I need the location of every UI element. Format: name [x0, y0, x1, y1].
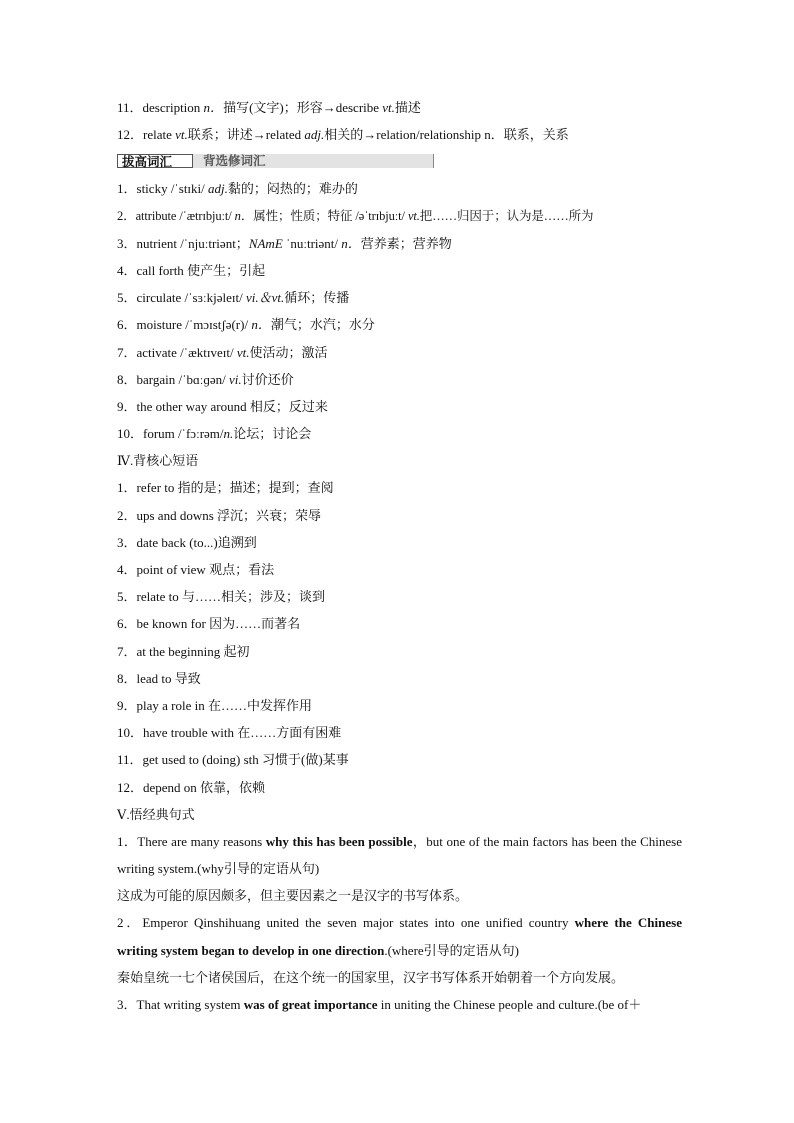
phrase-item: 1．refer to 指的是；描述；提到；查阅	[117, 480, 334, 496]
phrase-item: 6．be known for 因为……而著名	[117, 616, 301, 632]
sentences-heading: Ⅴ.悟经典句式	[117, 806, 195, 822]
sentence-2-translation: 秦始皇统一七个诸侯国后，在这个统一的国家里，汉字书写体系开始朝着一个方向发展。	[117, 969, 625, 985]
phrase-item: 11．get used to (doing) sth 习惯于(做)某事	[117, 752, 349, 768]
phrase-item: 5．relate to 与……相关；涉及；谈到	[117, 589, 325, 605]
advanced-item: 5．circulate /ˈsɜːkjəleɪt/ vi.＆vt.循环；传播	[117, 290, 350, 306]
advanced-item: 3．nutrient /ˈnjuːtriənt；NAmE ˈnuːtriənt/ n．营养素；营养物	[117, 235, 452, 251]
advanced-item: 6．moisture /ˈmɔɪstʃə(r)/ n．潮气；水汽；水分	[117, 317, 375, 333]
content	[117, 94, 682, 1018]
advanced-item: 4．call forth 使产生；引起	[117, 262, 266, 278]
phrase-item: 12．depend on 依靠，依赖	[117, 779, 266, 795]
sentence-1-translation: 这成为可能的原因颇多，但主要因素之一是汉字的书写体系。	[117, 888, 469, 904]
phrase-item: 3．date back (to...)追溯到	[117, 534, 257, 550]
phrase-item: 7．at the beginning 起初	[117, 643, 250, 659]
section-bar-label: 拔高词汇	[117, 154, 193, 168]
advanced-item: 2．attribute /ˈætrɪbjuːt/ n．属性；性质；特征 /əˈtrɪbjuːt/ vt.把……归因于；认为是……所为	[117, 208, 594, 223]
phrase-item: 8．lead to 导致	[117, 670, 201, 686]
sentence-1: 1．There are many reasons why this has been possible，but one of the main factors has been the Chinese writing system.(why引导的定语从句)	[117, 833, 682, 877]
vocab-item-12: 12．relate vt.联系；讲述→related adj.相关的→relation/relationship n．联系，关系	[117, 127, 569, 143]
phrase-item: 9．play a role in 在……中发挥作用	[117, 697, 312, 713]
phrase-item: 4．point of view 观点；看法	[117, 562, 275, 577]
advanced-item: 9．the other way around 相反；反过来	[117, 398, 328, 414]
vocab-item-11: 11．description n．描写(文字)；形容→describe vt.描述	[117, 100, 421, 115]
phrases-heading: Ⅳ.背核心短语	[117, 453, 199, 469]
sentence-3: 3．That writing system was of great importance in uniting the Chinese people and culture.(be of＋	[117, 997, 642, 1013]
phrase-item: 2．ups and downs 浮沉；兴衰；荣辱	[117, 507, 322, 523]
phrase-item: 10．have trouble with 在……方面有困难	[117, 725, 342, 741]
advanced-item: 10．forum /ˈfɔːrəm/n.论坛；讨论会	[117, 426, 312, 442]
advanced-item: 7．activate /ˈæktɪveɪt/ vt.使活动；激活	[117, 344, 328, 360]
sentence-2: 2．Emperor Qinshihuang united the seven major states into one unified country where the Chinese writing system began to develop in one direction.(where引导的定语从句)	[117, 915, 682, 958]
section-bar-title: 背选修词汇	[203, 154, 266, 169]
section-bar	[117, 154, 434, 168]
advanced-item: 8．bargain /ˈbɑːɡən/ vi.讨价还价	[117, 371, 294, 387]
advanced-item: 1．sticky /ˈstɪki/ adj.黏的；闷热的；难办的	[117, 181, 358, 197]
